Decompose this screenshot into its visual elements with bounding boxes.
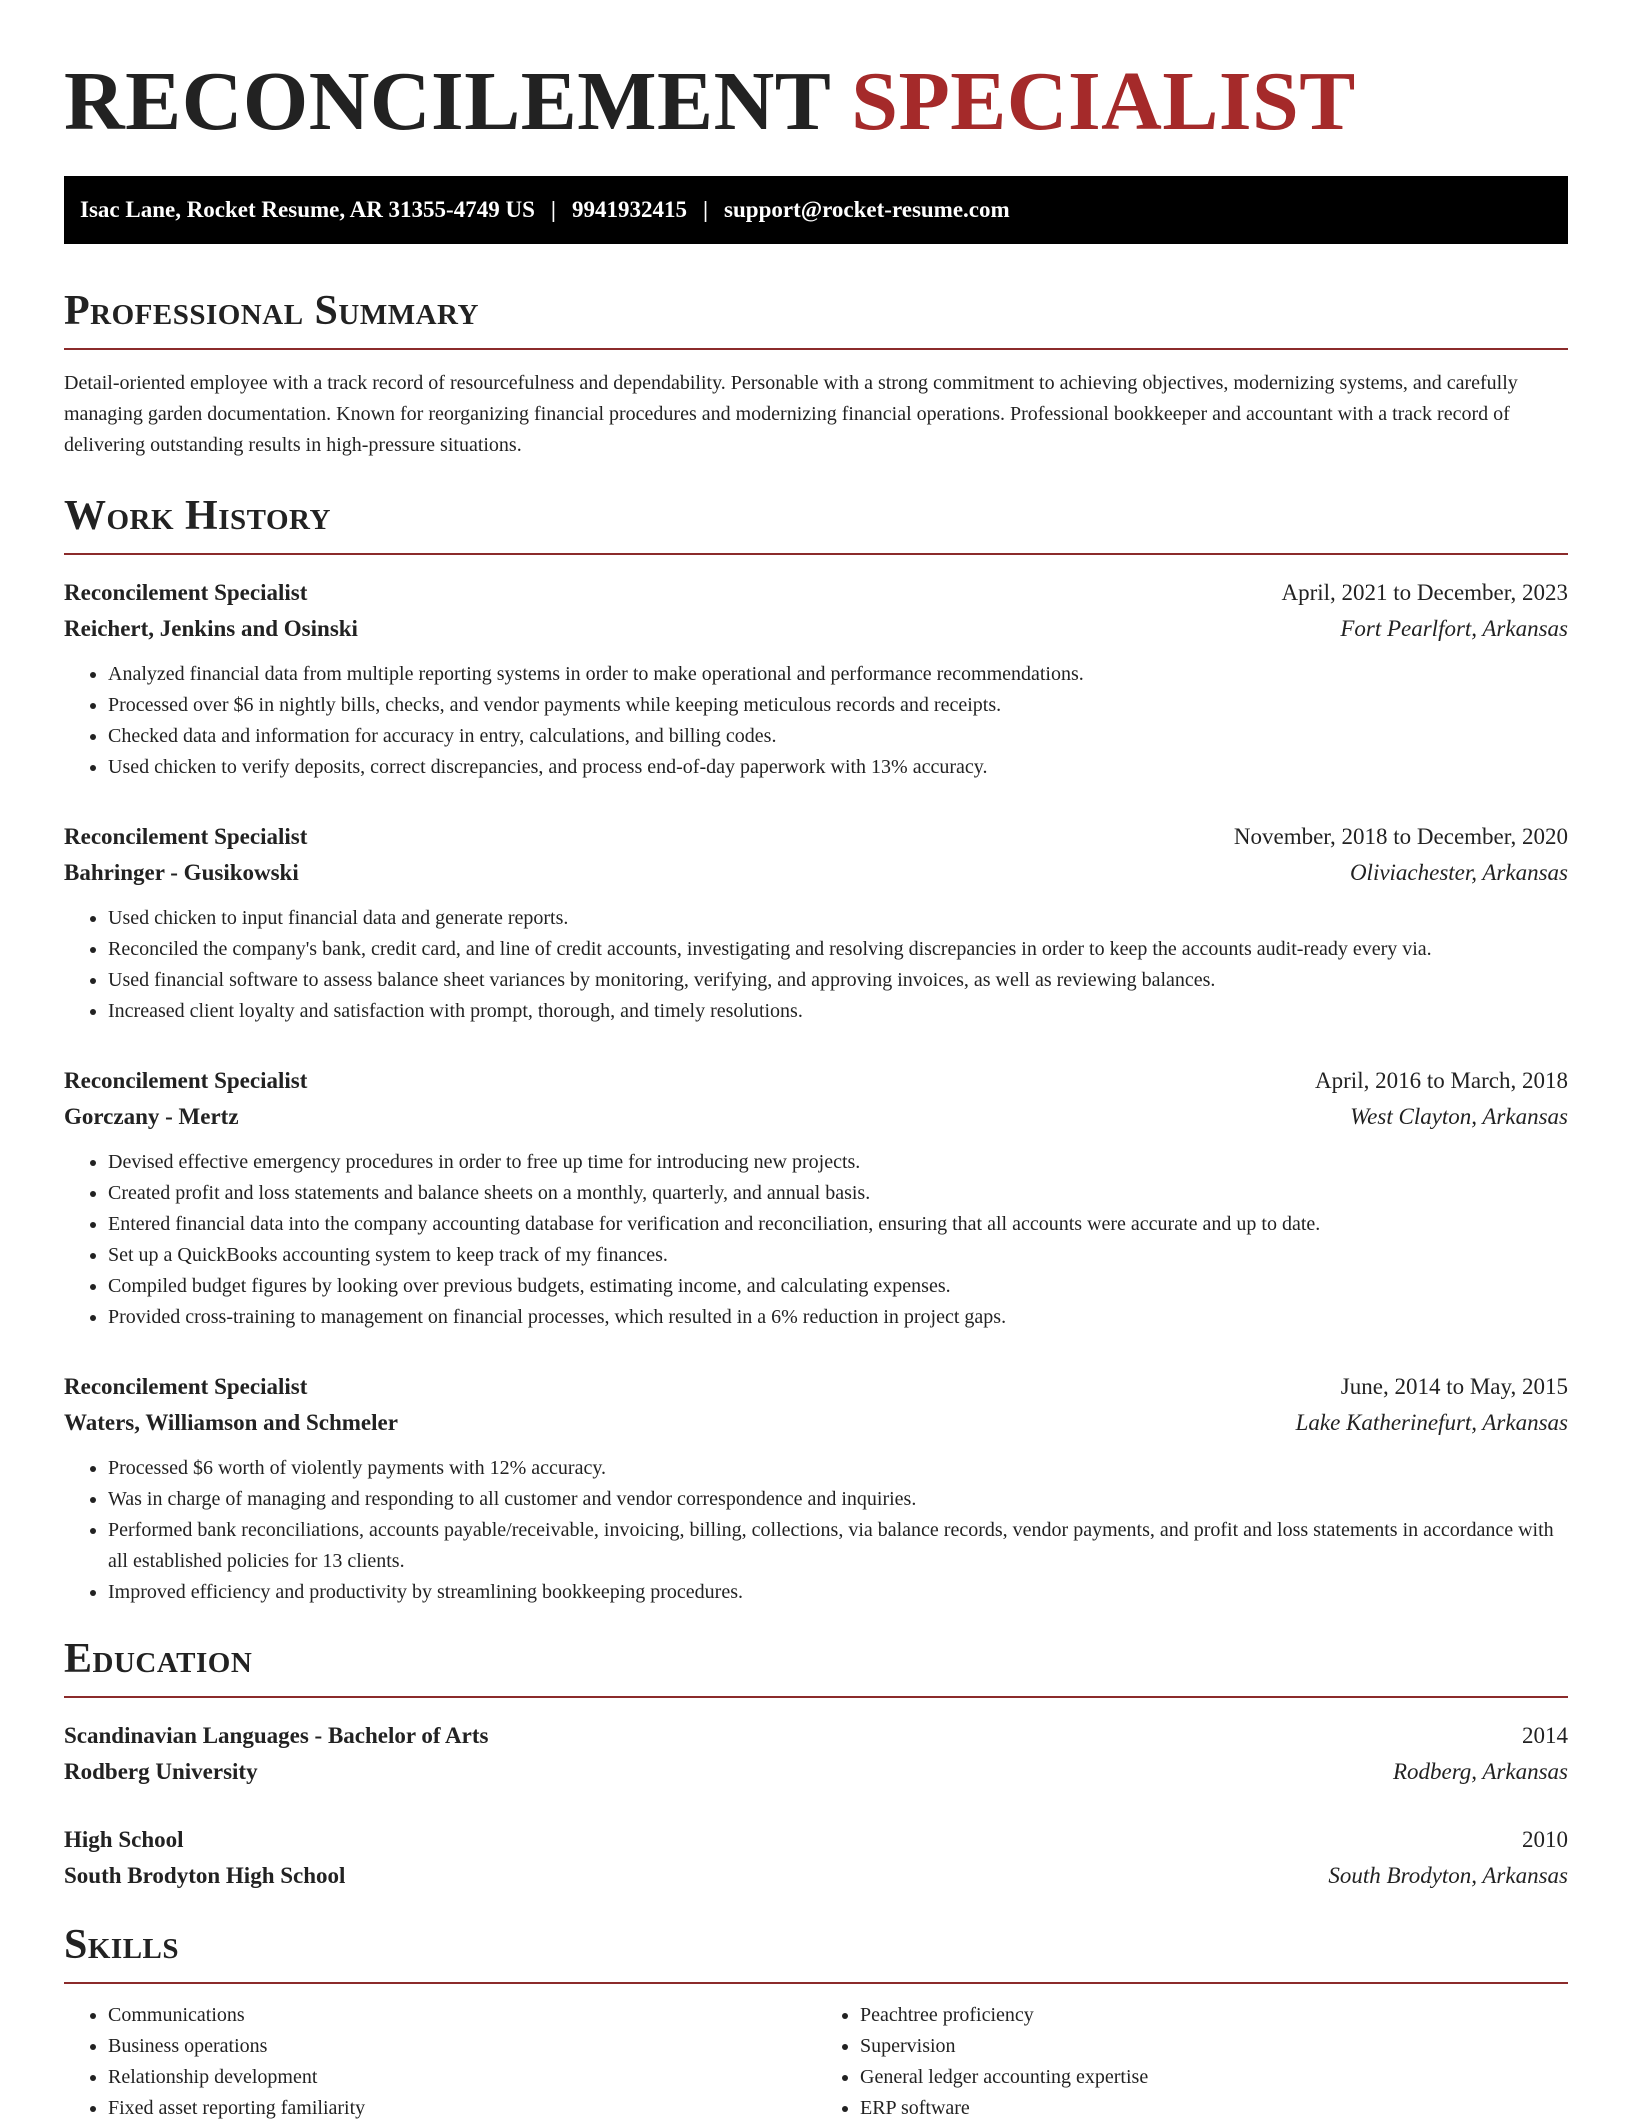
contact-phone: 9941932415	[571, 197, 687, 222]
job-bullet: • Checked data and information for accuracy in entry, calculations, and billing codes.	[108, 721, 1568, 752]
education-degree-row	[64, 1718, 1568, 1754]
job-bullet: • Devised effective emergency procedures in order to free up time for introducing new projects.	[108, 1147, 1568, 1178]
skill-item: • Relationship development	[108, 2062, 816, 2093]
job-company: Bahringer - Gusikowski	[64, 860, 299, 885]
education-year: 2014	[1522, 1723, 1568, 1748]
job-bullet: • Improved efficiency and productivity by streamlining bookkeeping procedures.	[108, 1577, 1568, 1608]
skills-section	[64, 1922, 1568, 2124]
job-dates: April, 2016 to March, 2018	[1315, 1068, 1568, 1093]
contact-separator: |	[550, 197, 556, 222]
job-bullet: • Entered financial data into the company accounting database for verification and reconciliation, ensuring that all accounts were accurate and up to date.	[108, 1209, 1568, 1240]
education-entry	[64, 1718, 1568, 1790]
job-title-row	[64, 819, 1568, 855]
job-entry	[64, 1369, 1568, 1608]
education-section	[64, 1636, 1568, 1894]
job-bullets	[64, 1147, 1568, 1333]
skills-columns	[64, 2000, 1568, 2124]
summary-heading: Professional Summary	[64, 288, 1568, 350]
contact-separator: |	[702, 197, 709, 222]
job-dates: November, 2018 to December, 2020	[1233, 824, 1568, 849]
job-dates: April, 2021 to December, 2023	[1281, 580, 1568, 605]
skill-item: • Peachtree proficiency	[860, 2000, 1568, 2031]
job-title: Reconcilement Specialist	[64, 1374, 308, 1399]
title-row	[64, 0, 1568, 176]
job-bullet: • Compiled budget figures by looking over previous budgets, estimating income, and calculating expenses.	[108, 1271, 1568, 1302]
skill-item: • General ledger accounting expertise	[860, 2062, 1568, 2093]
job-bullet: • Processed $6 worth of violently payments with 12% accuracy.	[108, 1453, 1568, 1484]
job-bullet: • Set up a QuickBooks accounting system to keep track of my finances.	[108, 1240, 1568, 1271]
job-title-row	[64, 1369, 1568, 1405]
job-entry	[64, 575, 1568, 783]
job-company: Waters, Williamson and Schmeler	[64, 1410, 398, 1435]
work-history-section	[64, 493, 1568, 1608]
skills-list-left	[64, 2000, 816, 2124]
job-bullet: • Used financial software to assess balance sheet variances by monitoring, verifying, and approving invoices, as well as reviewing balances.	[108, 965, 1568, 996]
job-company-row	[64, 611, 1568, 647]
skills-list-right	[816, 2000, 1568, 2124]
summary-text: Detail-oriented employee with a track record of resourcefulness and dependability. Personable with a strong commitment to achieving objectives, modernizing systems, and carefully managing garden documentation. Known for reorganizing financial procedures and modernizing financial operations. Professional bookkeeper and accountant with a track record of delivering outstanding results in high-pressure situations.	[64, 372, 1518, 456]
job-company-row	[64, 1099, 1568, 1135]
education-year: 2010	[1522, 1827, 1568, 1852]
job-bullet: • Created profit and loss statements and balance sheets on a monthly, quarterly, and annual basis.	[108, 1178, 1568, 1209]
education-school-row	[64, 1754, 1568, 1790]
job-location: Fort Pearlfort, Arkansas	[1340, 616, 1568, 641]
work-history-heading: Work History	[64, 493, 1568, 555]
skill-item: • Fixed asset reporting familiarity	[108, 2093, 816, 2124]
job-dates: June, 2014 to May, 2015	[1340, 1374, 1568, 1399]
job-title-row	[64, 1063, 1568, 1099]
skill-item: • Communications	[108, 2000, 816, 2031]
contact-bar	[64, 176, 1568, 244]
job-bullet: • Reconciled the company's bank, credit card, and line of credit accounts, investigating and resolving discrepancies in order to keep the accounts audit-ready every via.	[108, 934, 1568, 965]
title-main: RECONCILEMENT	[64, 55, 830, 148]
job-bullet: • Processed over $6 in nightly bills, checks, and vendor payments while keeping meticulous records and receipts.	[108, 690, 1568, 721]
title-accent: SPECIALIST	[851, 55, 1356, 148]
job-location: Oliviachester, Arkansas	[1349, 860, 1568, 885]
skill-item: • Supervision	[860, 2031, 1568, 2062]
job-location: Lake Katherinefurt, Arkansas	[1295, 1410, 1568, 1435]
job-title: Reconcilement Specialist	[64, 580, 308, 605]
skills-heading: Skills	[64, 1922, 1568, 1984]
job-entry	[64, 1063, 1568, 1333]
job-bullet: • Used chicken to input financial data and generate reports.	[108, 903, 1568, 934]
contact-email: support@rocket-resume.com	[724, 197, 1010, 222]
job-bullet: • Used chicken to verify deposits, correct discrepancies, and process end-of-day paperwork with 13% accuracy.	[108, 752, 1568, 783]
education-location: Rodberg, Arkansas	[1392, 1759, 1568, 1784]
resume-title	[64, 52, 1568, 152]
education-entry	[64, 1822, 1568, 1894]
job-location: West Clayton, Arkansas	[1350, 1104, 1568, 1129]
education-degree: Scandinavian Languages - Bachelor of Arts	[64, 1723, 489, 1748]
job-title: Reconcilement Specialist	[64, 1068, 308, 1093]
job-bullets	[64, 659, 1568, 783]
education-location: South Brodyton, Arkansas	[1328, 1863, 1568, 1888]
job-bullet: • Performed bank reconciliations, accounts payable/receivable, invoicing, billing, collections, via balance records, vendor payments, and profit and loss statements in accordance with all established policies for 13 clients.	[108, 1515, 1568, 1577]
skill-item: • ERP software	[860, 2093, 1568, 2124]
summary-section	[64, 288, 1568, 461]
education-school: South Brodyton High School	[64, 1863, 346, 1888]
job-company: Reichert, Jenkins and Osinski	[64, 616, 358, 641]
job-company-row	[64, 1405, 1568, 1441]
job-bullet: • Increased client loyalty and satisfaction with prompt, thorough, and timely resolutions.	[108, 996, 1568, 1027]
job-bullet: • Provided cross-training to management on financial processes, which resulted in a 6% reduction in project gaps.	[108, 1302, 1568, 1333]
job-bullets	[64, 903, 1568, 1027]
education-degree-row	[64, 1822, 1568, 1858]
education-school-row	[64, 1858, 1568, 1894]
job-bullet: • Was in charge of managing and responding to all customer and vendor correspondence and inquiries.	[108, 1484, 1568, 1515]
job-company-row	[64, 855, 1568, 891]
job-title: Reconcilement Specialist	[64, 824, 308, 849]
education-heading: Education	[64, 1636, 1568, 1698]
education-degree: High School	[64, 1827, 184, 1852]
contact-address: Isac Lane, Rocket Resume, AR 31355-4749 US	[80, 197, 535, 222]
job-title-row	[64, 575, 1568, 611]
job-entry	[64, 819, 1568, 1027]
education-school: Rodberg University	[64, 1759, 258, 1784]
skill-item: • Business operations	[108, 2031, 816, 2062]
job-bullet: • Analyzed financial data from multiple reporting systems in order to make operational and performance recommendations.	[108, 659, 1568, 690]
job-bullets	[64, 1453, 1568, 1608]
job-company: Gorczany - Mertz	[64, 1104, 239, 1129]
